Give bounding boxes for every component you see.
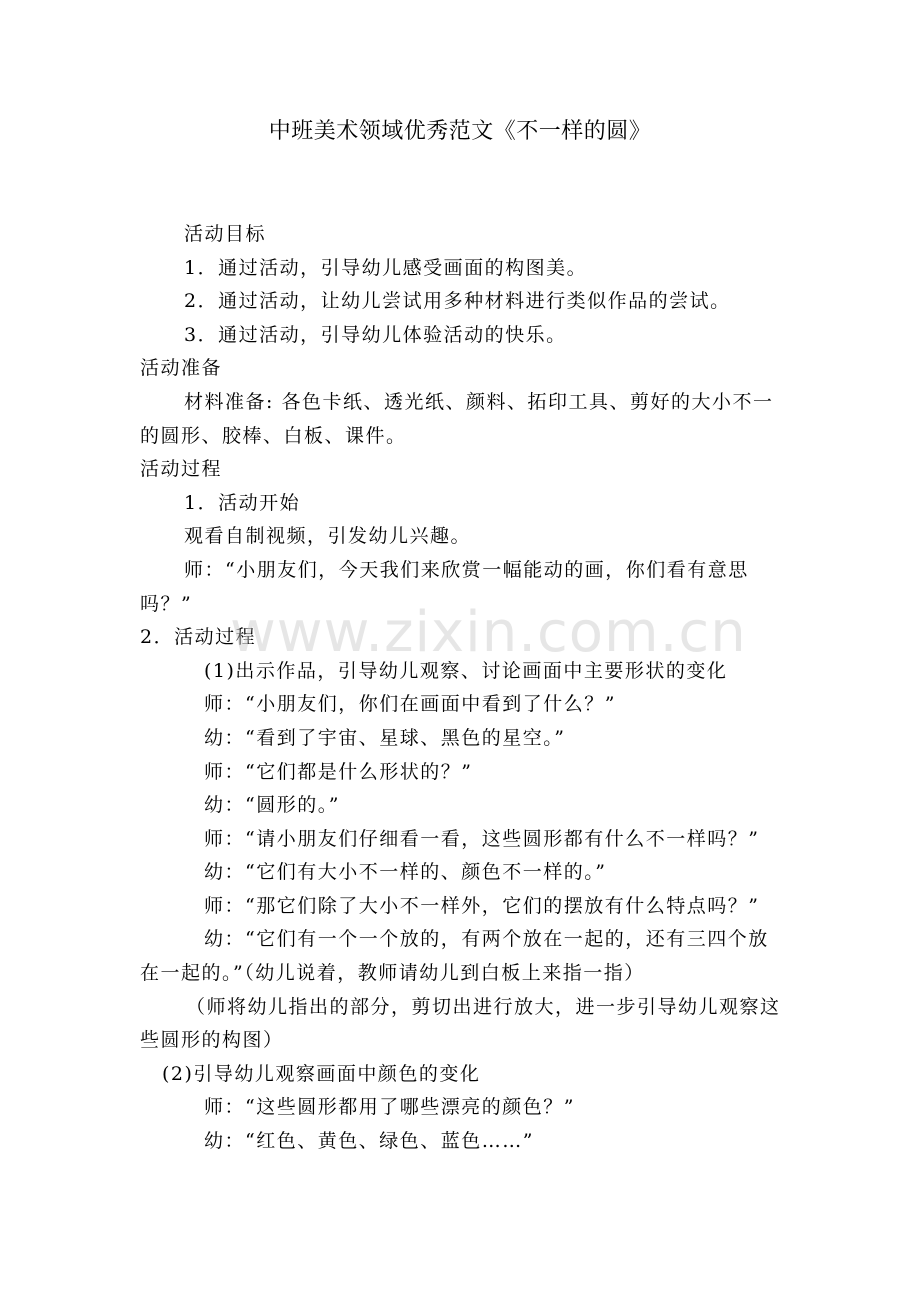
section-heading-goals: 活动目标 (184, 223, 267, 245)
dialogue-line: 幼：“红色、黄色、绿色、蓝色……” (204, 1130, 534, 1153)
process-step-heading: 2．活动过程 (140, 626, 257, 649)
goal-item: 2．通过活动，让幼儿尝试用多种材料进行类似作品的尝试。 (184, 290, 731, 313)
goal-item: 1．通过活动，引导幼儿感受画面的构图美。 (184, 256, 588, 279)
body-paragraph: （师将幼儿指出的部分，剪切出进行放大，进一步引导幼儿观察这些圆形的构图） (140, 995, 781, 1052)
dialogue-line: 师：“小朋友们，今天我们来欣赏一幅能动的画，你们看有意思吗？” (140, 558, 749, 615)
dialogue-line: 幼：“圆形的。” (204, 794, 340, 817)
dialogue-line: 师：“请小朋友们仔细看一看，这些圆形都有什么不一样吗？” (204, 827, 760, 850)
goal-item: 3．通过活动，引导幼儿体验活动的快乐。 (184, 323, 567, 346)
dialogue-line: 师：“那它们除了大小不一样外，它们的摆放有什么特点吗？” (204, 894, 760, 917)
section-heading-process: 活动过程 (140, 458, 223, 481)
sub-step-heading: (2)引导幼儿观察画面中颜色的变化 (162, 1062, 481, 1085)
document-body (140, 218, 788, 1159)
sub-step-heading: (1)出示作品，引导幼儿观察、讨论画面中主要形状的变化 (204, 659, 728, 682)
dialogue-line: 幼：“它们有大小不一样的、颜色不一样的。” (204, 861, 607, 884)
document-title: 中班美术领域优秀范文《不一样的圆》 (268, 119, 652, 144)
watermark: www.zixin.com.cn (230, 600, 747, 665)
dialogue-line: 幼：“看到了宇宙、星球、黑色的星空。” (204, 726, 566, 749)
dialogue-line: 幼：“它们有一个一个放的，有两个放在一起的，还有三四个放在一起的。”（幼儿说着，教师请幼儿到白板上来指一指） (140, 928, 769, 985)
section-heading-preparation: 活动准备 (140, 357, 223, 380)
process-step-heading: 1．活动开始 (184, 491, 301, 514)
body-paragraph: 观看自制视频，引发幼儿兴趣。 (184, 525, 472, 548)
dialogue-line: 师：“小朋友们，你们在画面中看到了什么？” (204, 693, 616, 716)
dialogue-line: 师：“这些圆形都用了哪些漂亮的颜色？” (204, 1096, 575, 1119)
dialogue-line: 师：“它们都是什么形状的？” (204, 760, 473, 783)
materials-paragraph: 材料准备: 各色卡纸、透光纸、颜料、拓印工具、剪好的大小不一的圆形、胶棒、白板、课件。 (140, 390, 774, 447)
